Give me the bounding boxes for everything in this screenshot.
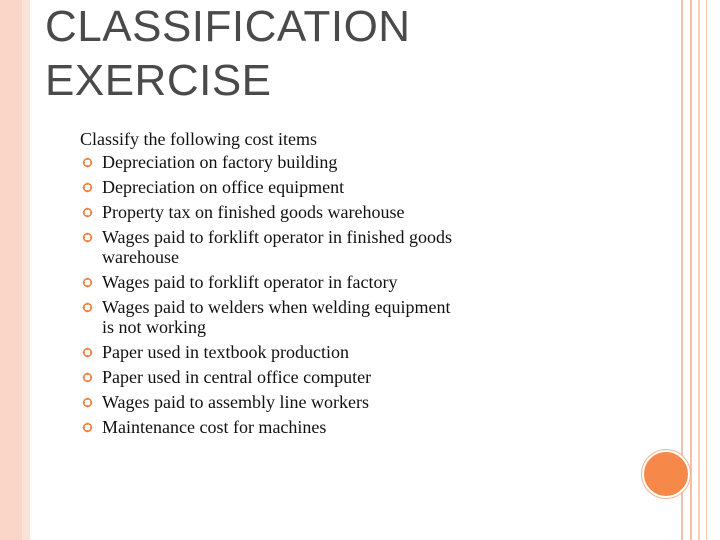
list-item-text: Depreciation on factory building <box>102 152 338 172</box>
flower-bullet-icon <box>82 157 92 167</box>
list-item-text: Paper used in central office computer <box>102 367 372 387</box>
list-item-text: Wages paid to assembly line workers <box>102 392 369 412</box>
list-item <box>80 177 460 197</box>
list-item <box>80 417 460 437</box>
orange-circle-decoration <box>642 450 690 498</box>
cost-items-list <box>80 152 460 437</box>
flower-bullet-icon <box>82 182 92 192</box>
right-decorative-line <box>706 0 707 540</box>
slide-body <box>80 128 460 442</box>
list-item <box>80 272 460 292</box>
list-item-text: Paper used in textbook production <box>102 342 349 362</box>
flower-bullet-icon <box>82 302 92 312</box>
left-decorative-bar-inner <box>22 0 30 540</box>
list-item-text: Wages paid to forklift operator in factory <box>102 272 398 292</box>
list-item <box>80 392 460 412</box>
flower-bullet-icon <box>82 277 92 287</box>
flower-bullet-icon <box>82 207 92 217</box>
right-decorative-line <box>690 0 692 540</box>
title-line-2: EXERCISE <box>45 56 272 105</box>
right-decorative-line <box>698 0 700 540</box>
left-decorative-bar <box>0 0 22 540</box>
list-item-text: Wages paid to forklift operator in finished goods warehouse <box>102 227 452 267</box>
list-item <box>80 367 460 387</box>
list-item-text: Depreciation on office equipment <box>102 177 345 197</box>
list-item-text: Maintenance cost for machines <box>102 417 327 437</box>
list-item <box>80 152 460 172</box>
list-item <box>80 297 460 337</box>
list-item <box>80 342 460 362</box>
slide-title <box>45 0 411 108</box>
list-item <box>80 227 460 267</box>
list-item <box>80 202 460 222</box>
flower-bullet-icon <box>82 397 92 407</box>
flower-bullet-icon <box>82 232 92 242</box>
title-line-1: CLASSIFICATION <box>45 2 411 51</box>
flower-bullet-icon <box>82 372 92 382</box>
list-item-text: Wages paid to welders when welding equipment is not working <box>102 297 451 337</box>
flower-bullet-icon <box>82 347 92 357</box>
list-item-text: Property tax on finished goods warehouse <box>102 202 405 222</box>
flower-bullet-icon <box>82 422 92 432</box>
intro-text: Classify the following cost items <box>80 129 317 149</box>
